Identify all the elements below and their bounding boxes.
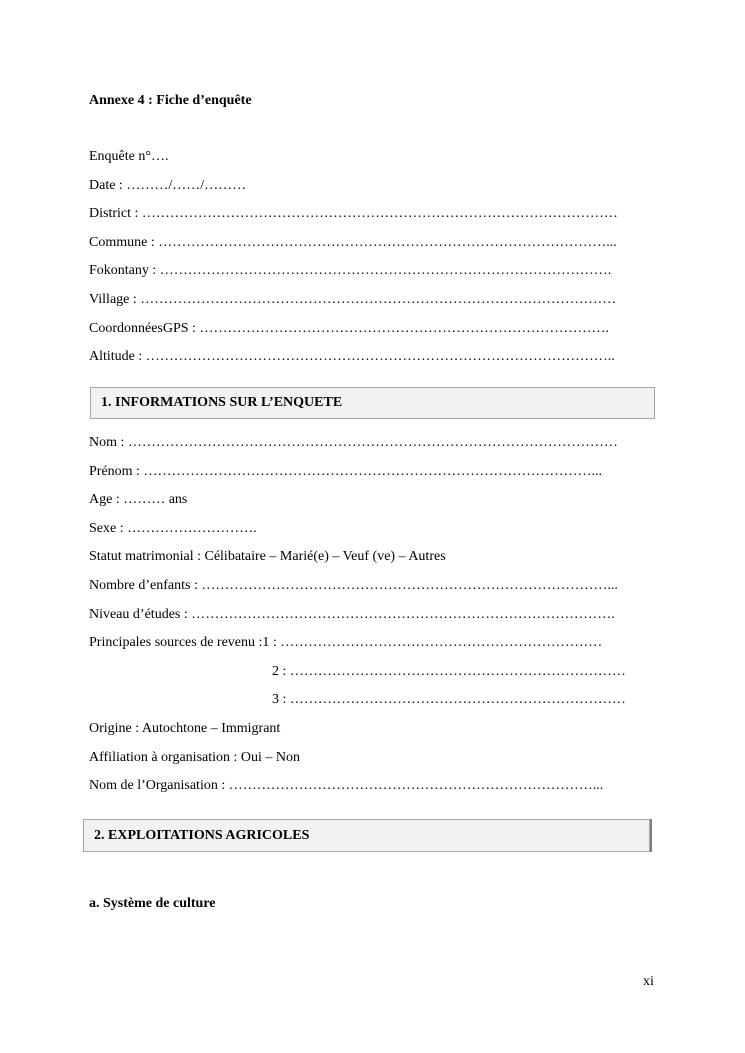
field-niveau-etudes: Niveau d’études : ………………………………………………………………………………. (89, 607, 615, 622)
field-age: Age : ……… ans (89, 492, 188, 507)
section-1-heading-text: 1. INFORMATIONS SUR L’ENQUETE (101, 395, 343, 410)
field-nombre-enfants: Nombre d’enfants : ……………………………………………………………………………... (89, 578, 618, 593)
field-origine: Origine : Autochtone – Immigrant (89, 721, 281, 736)
field-sources-revenu-2: 2 : ……………………………………………………………… (272, 664, 626, 679)
field-sexe: Sexe : ………………………. (89, 521, 257, 536)
section-2-heading (83, 819, 650, 852)
field-prenom: Prénom : ……………………………………………………………………………………... (89, 464, 602, 479)
subsection-systeme-culture: a. Système de culture (89, 896, 216, 911)
field-gps: CoordonnéesGPS : ……………………………………………………………………………. (89, 321, 609, 336)
field-nom: Nom : …………………………………………………………………………………………… (89, 435, 618, 450)
field-statut-matrimonial: Statut matrimonial : Célibataire – Marié(e) – Veuf (ve) – Autres (89, 549, 446, 564)
field-fokontany: Fokontany : ……………………………………………………………………………………. (89, 263, 612, 278)
field-affiliation: Affiliation à organisation : Oui – Non (89, 750, 301, 765)
field-village: Village : ………………………………………………………………………………………… (89, 292, 617, 307)
field-sources-revenu-3: 3 : ……………………………………………………………… (272, 692, 626, 707)
field-date: Date : ………/……/……… (89, 178, 247, 193)
section-1-heading (90, 387, 655, 419)
section-2-heading-text: 2. EXPLOITATIONS AGRICOLES (94, 827, 310, 843)
field-commune: Commune : ……………………………………………………………………………………... (89, 235, 617, 250)
field-enquete-number: Enquête n°…. (89, 149, 169, 164)
field-sources-revenu-1: Principales sources de revenu :1 : …………………………………………………………… (89, 635, 603, 650)
field-altitude: Altitude : ……………………………………………………………………………………….. (89, 349, 615, 364)
field-nom-organisation: Nom de l’Organisation : ……………………………………………………………………... (89, 778, 604, 793)
field-district: District : ………………………………………………………………………………………… (89, 206, 618, 221)
annex-title: Annexe 4 : Fiche d’enquête (89, 93, 252, 108)
page-number: xi (643, 974, 654, 989)
